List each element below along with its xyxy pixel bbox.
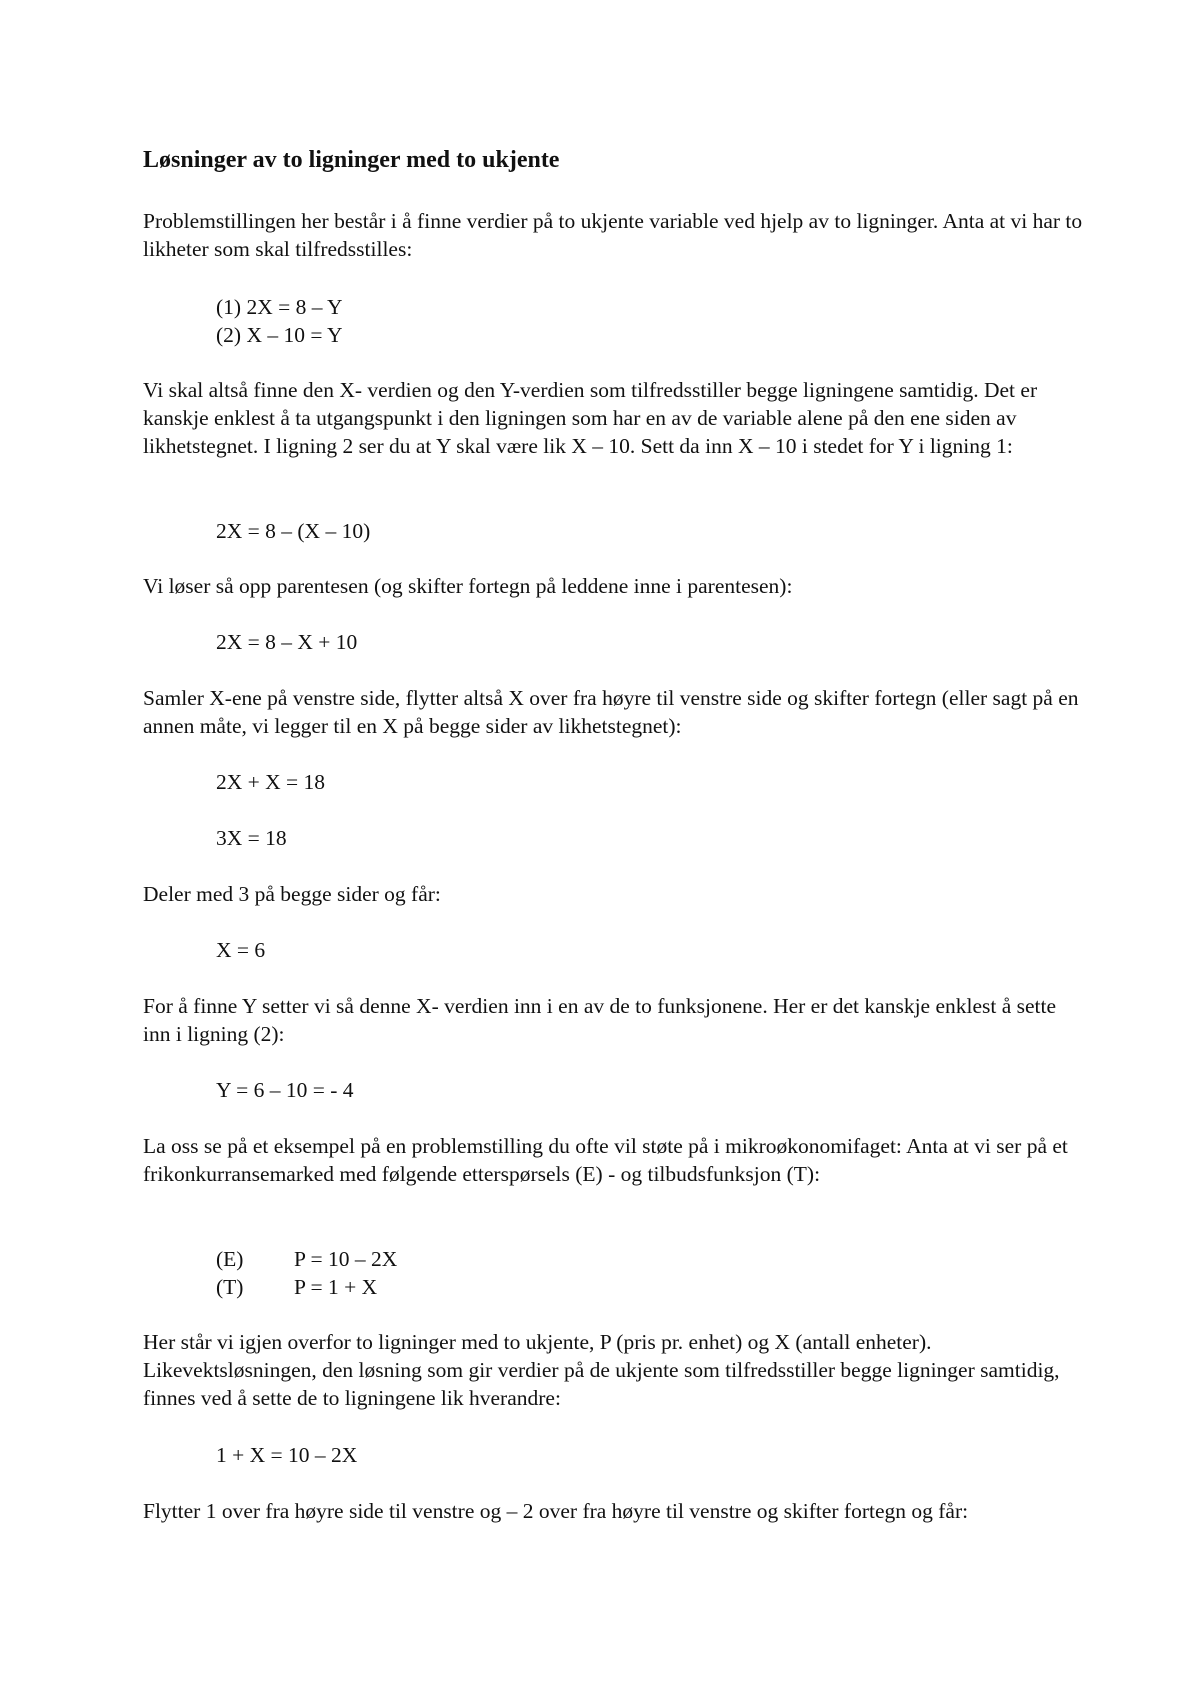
- paragraph-find-y: For å finne Y setter vi så denne X- verdien inn i en av de to funksjonene. Her er det kanskje enklest å sette inn i ligning (2):: [143, 994, 1057, 1046]
- equation-6: 3X = 18: [216, 826, 287, 850]
- document-title: Løsninger av to ligninger med to ukjente: [143, 147, 560, 173]
- paragraph-equilibrium: Her står vi igjen overfor to ligninger med to ukjente, P (pris pr. enhet) og X (antall enheter). Likevektsløsningen, den løsning som gir verdier på de ukjente som tilfredsstiller begge ligninger samtidig, finnes ved å sette de to ligningene lik hverandre:: [143, 1330, 1060, 1410]
- equation-4: 2X = 8 – X + 10: [216, 630, 358, 654]
- paragraph-substitution: Vi skal altså finne den X- verdien og den Y-verdien som tilfredsstiller begge ligningene samtidig. Det er kanskje enklest å ta utgangspunkt i den ligningen som har en av de variable alene på den ene siden av likhetstegnet. I ligning 2 ser du at Y skal være lik X – 10. Sett da inn X – 10 i stedet for Y i ligning 1:: [143, 378, 1038, 458]
- equation-supply: [216, 1273, 377, 1301]
- equation-1: (1) 2X = 8 – Y: [216, 295, 343, 319]
- paragraph-intro: Problemstillingen her består i å finne verdier på to ukjente variable ved hjelp av to ligninger. Anta at vi har to likheter som skal tilfredsstilles:: [143, 209, 1083, 261]
- paragraph-move-terms: Flytter 1 over fra høyre side til venstre og – 2 over fra høyre til venstre og skifter fortegn og får:: [143, 1499, 969, 1523]
- paragraph-collect-x: Samler X-ene på venstre side, flytter altså X over fra høyre til venstre side og skifter fortegn (eller sagt på en annen måte, vi legger til en X på begge sider av likhetstegnet):: [143, 686, 1079, 738]
- equation-2: (2) X – 10 = Y: [216, 323, 343, 347]
- equation-5: 2X + X = 18: [216, 770, 326, 794]
- equation-8: Y = 6 – 10 = - 4: [216, 1078, 354, 1102]
- equation-demand: [216, 1245, 397, 1273]
- equation-7: X = 6: [216, 938, 266, 962]
- equation-3: 2X = 8 – (X – 10): [216, 519, 371, 543]
- paragraph-example: La oss se på et eksempel på en problemstilling du ofte vil støte på i mikroøkonomifaget: Anta at vi ser på et frikonkurransemarked med følgende etterspørsels (E) - og tilbudsfunksjon (T):: [143, 1134, 1068, 1186]
- equation-supply-formula: P = 1 + X: [294, 1275, 378, 1299]
- equation-supply-label: (T): [216, 1275, 244, 1299]
- equation-11: 1 + X = 10 – 2X: [216, 1443, 358, 1467]
- equation-demand-label: (E): [216, 1247, 244, 1271]
- equation-demand-formula: P = 10 – 2X: [294, 1247, 398, 1271]
- paragraph-divide: Deler med 3 på begge sider og får:: [143, 882, 441, 906]
- paragraph-parentheses: Vi løser så opp parentesen (og skifter fortegn på leddene inne i parentesen):: [143, 574, 793, 598]
